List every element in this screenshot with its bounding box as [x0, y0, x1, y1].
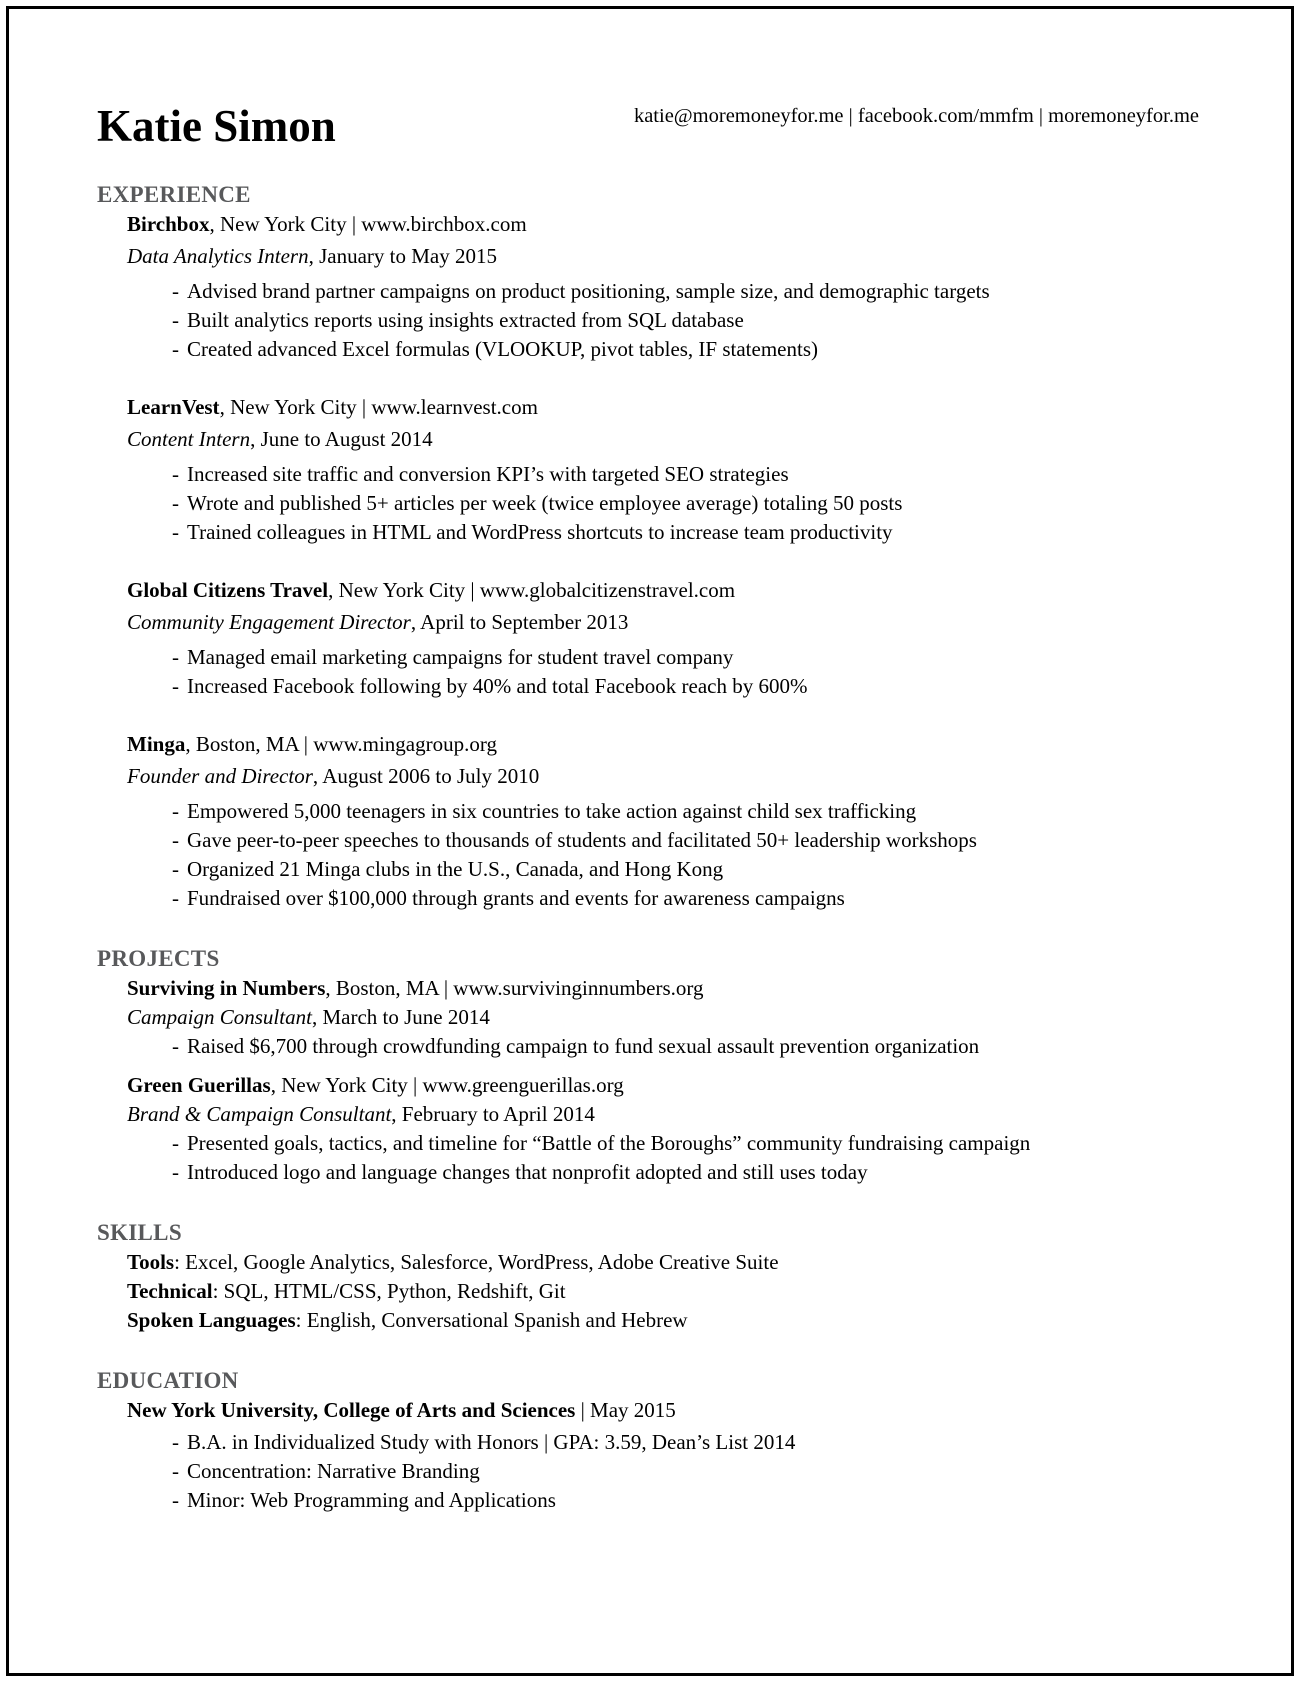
bullet-item	[127, 306, 1199, 335]
entry	[127, 1306, 1199, 1335]
entry-heading-bold: Global Citizens Travel	[127, 578, 329, 602]
entry-heading-line	[127, 1306, 1199, 1335]
bullet-text: Organized 21 Minga clubs in the U.S., Canada, and Hong Kong	[187, 857, 724, 881]
entry-role-title: Campaign Consultant	[127, 1005, 312, 1029]
entry-heading-line	[127, 210, 1199, 239]
entry-heading-line	[127, 1248, 1199, 1277]
entry-role-dates: , March to June 2014	[311, 1005, 490, 1029]
bullet-text: Created advanced Excel formulas (VLOOKUP, pivot tables, IF statements)	[187, 337, 818, 361]
entry-role-title: Content Intern	[127, 427, 251, 451]
bullet-dash: -	[172, 857, 179, 881]
bullet-dash: -	[172, 1160, 179, 1184]
bullet-dash: -	[172, 828, 179, 852]
entry-heading-bold: Surviving in Numbers	[127, 976, 326, 1000]
bullet-dash: -	[172, 1488, 179, 1512]
bullet-text: Fundraised over $100,000 through grants and events for awareness campaigns	[187, 886, 845, 910]
bullet-dash: -	[172, 491, 179, 515]
bullet-dash: -	[172, 1430, 179, 1454]
bullet-text: Trained colleagues in HTML and WordPress shortcuts to increase team productivity	[187, 520, 893, 544]
entry-heading-bold: Minga	[127, 732, 186, 756]
entry	[127, 393, 1199, 547]
person-name: Katie Simon	[97, 101, 336, 151]
bullet-text: Gave peer-to-peer speeches to thousands of students and facilitated 50+ leadership workshops	[187, 828, 977, 852]
bullet-text: B.A. in Individualized Study with Honors | GPA: 3.59, Dean’s List 2014	[187, 1430, 796, 1454]
entry-role-line	[127, 762, 1199, 791]
entry-heading-line	[127, 393, 1199, 422]
bullet-item	[127, 855, 1199, 884]
bullet-item	[127, 643, 1199, 672]
entry	[127, 1396, 1199, 1515]
entry-heading-bold: Tools	[127, 1250, 175, 1274]
bullet-item	[127, 335, 1199, 364]
bullet-dash: -	[172, 337, 179, 361]
entry	[127, 210, 1199, 364]
bullet-text: Increased Facebook following by 40% and total Facebook reach by 600%	[187, 674, 808, 698]
bullet-list	[127, 277, 1199, 364]
entry-role-title: Data Analytics Intern	[127, 244, 309, 268]
section-title-skills: SKILLS	[97, 1220, 182, 1245]
entry-role-line	[127, 425, 1199, 454]
bullet-text: Increased site traffic and conversion KPI’s with targeted SEO strategies	[187, 462, 789, 486]
entry-heading-line	[127, 576, 1199, 605]
bullet-dash: -	[172, 308, 179, 332]
bullet-text: Wrote and published 5+ articles per week (twice employee average) totaling 50 posts	[187, 491, 903, 515]
entry-heading-bold: New York University, College of Arts and Sciences	[127, 1398, 576, 1422]
bullet-text: Concentration: Narrative Branding	[187, 1459, 480, 1483]
entry-heading-detail: , New York City | www.greenguerillas.org	[270, 1073, 624, 1097]
entry-heading-detail: : English, Conversational Spanish and Hebrew	[295, 1308, 688, 1332]
bullet-dash: -	[172, 1459, 179, 1483]
entry-heading-line	[127, 1277, 1199, 1306]
entry-heading-bold: Technical	[127, 1279, 213, 1303]
entry-heading-bold: Green Guerillas	[127, 1073, 271, 1097]
bullet-dash: -	[172, 1131, 179, 1155]
entry-heading-bold: Spoken Languages	[127, 1308, 296, 1332]
entry-heading-detail: , New York City | www.birchbox.com	[209, 212, 527, 236]
entry-role-dates: , June to August 2014	[250, 427, 433, 451]
entry-role-dates: , February to April 2014	[391, 1102, 595, 1126]
bullet-item	[127, 826, 1199, 855]
entry-heading-detail: , Boston, MA | www.survivinginnumbers.org	[325, 976, 704, 1000]
entry-heading-detail: : SQL, HTML/CSS, Python, Redshift, Git	[212, 1279, 566, 1303]
bullet-list	[127, 643, 1199, 701]
bullet-text: Raised $6,700 through crowdfunding campaign to fund sexual assault prevention organization	[187, 1034, 980, 1058]
entry-role-dates: , August 2006 to July 2010	[312, 764, 540, 788]
entry-heading-line	[127, 974, 1199, 1003]
bullet-item	[127, 518, 1199, 547]
bullet-item	[127, 1428, 1199, 1457]
bullet-dash: -	[172, 279, 179, 303]
bullet-item	[127, 1032, 1199, 1061]
bullet-text: Advised brand partner campaigns on product positioning, sample size, and demographic targets	[187, 279, 990, 303]
entry-role-title: Brand & Campaign Consultant	[127, 1102, 392, 1126]
entry-heading-detail: : Excel, Google Analytics, Salesforce, WordPress, Adobe Creative Suite	[174, 1250, 779, 1274]
resume-header	[97, 101, 1199, 151]
bullet-dash: -	[172, 645, 179, 669]
bullet-dash: -	[172, 462, 179, 486]
bullet-text: Empowered 5,000 teenagers in six countries to take action against child sex trafficking	[187, 799, 917, 823]
entry	[127, 1277, 1199, 1306]
sections	[97, 180, 1199, 1515]
entry-heading-detail: , New York City | www.globalcitizenstravel.com	[328, 578, 736, 602]
bullet-item	[127, 797, 1199, 826]
entry-heading-detail: | May 2015	[575, 1398, 676, 1422]
bullet-dash: -	[172, 1034, 179, 1058]
contact-info: katie@moremoneyfor.me | facebook.com/mmfm | moremoneyfor.me	[633, 105, 1199, 127]
bullet-dash: -	[172, 520, 179, 544]
bullet-text: Presented goals, tactics, and timeline for “Battle of the Boroughs” community fundraising campaign	[187, 1131, 1031, 1155]
entry-role-line	[127, 1100, 1199, 1129]
entry-role-line	[127, 608, 1199, 637]
bullet-text: Minor: Web Programming and Applications	[187, 1488, 556, 1512]
bullet-item	[127, 1457, 1199, 1486]
bullet-list	[127, 1428, 1199, 1515]
entry-heading-detail: , Boston, MA | www.mingagroup.org	[185, 732, 497, 756]
bullet-item	[127, 884, 1199, 913]
entry-heading-detail: , New York City | www.learnvest.com	[219, 395, 538, 419]
section-title-experience: EXPERIENCE	[97, 182, 251, 207]
bullet-item	[127, 489, 1199, 518]
bullet-item	[127, 1158, 1199, 1187]
entry	[127, 1071, 1199, 1187]
entry-heading-line	[127, 730, 1199, 759]
bullet-list	[127, 460, 1199, 547]
bullet-text: Introduced logo and language changes that nonprofit adopted and still uses today	[187, 1160, 868, 1184]
section-title-projects: PROJECTS	[97, 946, 220, 971]
bullet-text: Managed email marketing campaigns for student travel company	[187, 645, 734, 669]
entry-heading-line	[127, 1396, 1199, 1425]
entry	[127, 576, 1199, 701]
entry-heading-bold: Birchbox	[127, 212, 210, 236]
bullet-dash: -	[172, 799, 179, 823]
entry-heading-line	[127, 1071, 1199, 1100]
entry	[127, 974, 1199, 1061]
entry	[127, 730, 1199, 913]
entry	[127, 1248, 1199, 1277]
bullet-list	[127, 1032, 1199, 1061]
section-experience	[97, 180, 1199, 913]
section-title-education: EDUCATION	[97, 1368, 239, 1393]
bullet-text: Built analytics reports using insights extracted from SQL database	[187, 308, 744, 332]
bullet-list	[127, 797, 1199, 913]
bullet-dash: -	[172, 674, 179, 698]
bullet-item	[127, 672, 1199, 701]
bullet-list	[127, 1129, 1199, 1187]
entry-role-title: Founder and Director	[127, 764, 313, 788]
entry-role-title: Community Engagement Director	[127, 610, 411, 634]
section-projects	[97, 944, 1199, 1187]
entry-role-line	[127, 242, 1199, 271]
section-education	[97, 1366, 1199, 1515]
bullet-item	[127, 1486, 1199, 1515]
bullet-dash: -	[172, 886, 179, 910]
entry-role-dates: , January to May 2015	[308, 244, 497, 268]
bullet-item	[127, 1129, 1199, 1158]
bullet-item	[127, 277, 1199, 306]
section-skills	[97, 1218, 1199, 1335]
entry-role-line	[127, 1003, 1199, 1032]
entry-role-dates: , April to September 2013	[410, 610, 629, 634]
bullet-item	[127, 460, 1199, 489]
entry-heading-bold: LearnVest	[127, 395, 220, 419]
